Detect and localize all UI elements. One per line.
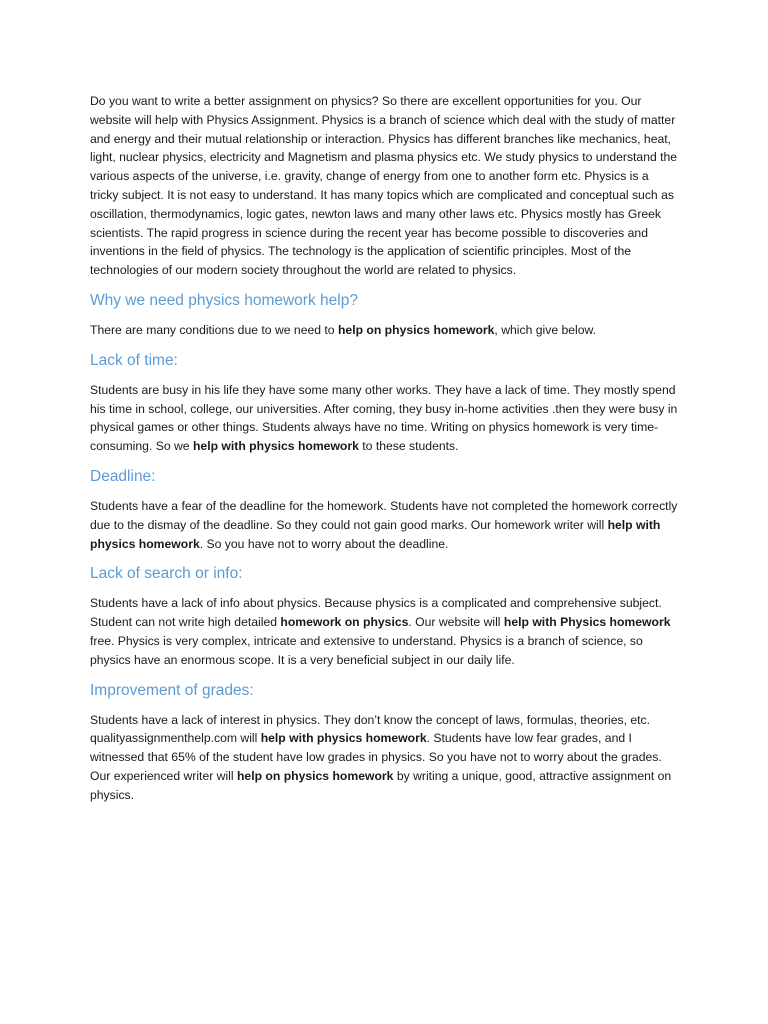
bold-phrase: help with Physics homework	[503, 615, 671, 630]
bold-phrase: help with physics homework	[260, 731, 427, 746]
text-segment: . Our website will	[408, 615, 504, 630]
text-segment: , which give below.	[494, 322, 597, 337]
section-heading-improvement-of-grades: Improvement of grades:	[90, 681, 254, 699]
document-page	[90, 92, 680, 805]
intro-paragraph: Do you want to write a better assignment on physics? So there are excellent opportunities for you. Our website will help with Physics Assignment. Physics is a branch of science which deal with the study of matter and energy and their mutual relationship or interaction. Physics has different branches like mechanics, heat, light, nuclear physics, electricity and Magnetism and plasma physics etc. We study physics to understand the various aspects of the universe, i.e. gravity, change of energy from one to another form etc. Physics is a tricky subject. It is not easy to understand. It has many topics which are complicated and conceptual such as oscillation, thermodynamics, logic gates, newton laws and many other laws etc. Physics mostly has Greek scientists. The rapid progress in science during the recent year has become possible to discoveries and inventions in the field of physics. The technology is the application of scientific principles. Most of the technologies of our modern society throughout the world are related to physics.	[90, 94, 678, 278]
text-segment: There are many conditions due to we need to	[90, 322, 338, 337]
text-segment: by writing a unique, good, attractive assignment on physics.	[90, 768, 672, 802]
section-heading-lack-of-info: Lack of search or info:	[90, 565, 243, 583]
section-paragraph-improvement-of-grades	[90, 711, 680, 805]
section-heading-deadline: Deadline:	[90, 467, 156, 485]
text-segment: . Students have low fear grades, and I witnessed that 65% of the student have low grades in physics. So you have not to worry about the grades. Our experienced writer will	[90, 731, 662, 783]
text-segment: Students have a fear of the deadline for the homework. Students have not completed the homework correctly due to the dismay of the deadline. So they could not gain good marks. Our homework writer will	[90, 498, 678, 532]
bold-phrase: help with physics homework	[90, 517, 661, 551]
section-paragraph-lack-of-info	[90, 594, 680, 669]
text-segment: free. Physics is very complex, intricate and extensive to understand. Physics is a branch of science, so physics have an enormous scope. It is a very beneficial subject in our daily life.	[90, 633, 643, 667]
section-paragraph-deadline	[90, 497, 680, 553]
bold-phrase: homework on physics	[280, 615, 409, 630]
text-segment: Students have a lack of interest in physics. They don’t know the concept of laws, formulas, theories, etc. qualityassignmenthelp.com will	[90, 712, 651, 746]
text-segment: Students have a lack of info about physics. Because physics is a complicated and comprehensive subject. Student can not write high detailed	[90, 596, 662, 630]
text-segment: Students are busy in his life they have some many other works. They have a lack of time. They mostly spend his time in school, college, our universities. After coming, they busy in-home activities .then they were busy in physical games or other things. Students always have no time. Writing on physics homework is very time-consuming. So we	[90, 382, 678, 454]
section-paragraph-why-help	[90, 321, 680, 340]
section-heading-why-help: Why we need physics homework help?	[90, 291, 358, 309]
bold-phrase: help on physics homework	[236, 768, 394, 783]
section-paragraph-lack-of-time	[90, 381, 680, 456]
text-segment: to these students.	[358, 439, 459, 454]
text-segment: . So you have not to worry about the deadline.	[199, 536, 449, 551]
section-heading-lack-of-time: Lack of time:	[90, 351, 178, 369]
bold-phrase: help on physics homework	[337, 322, 495, 337]
bold-phrase: help with physics homework	[192, 439, 359, 454]
